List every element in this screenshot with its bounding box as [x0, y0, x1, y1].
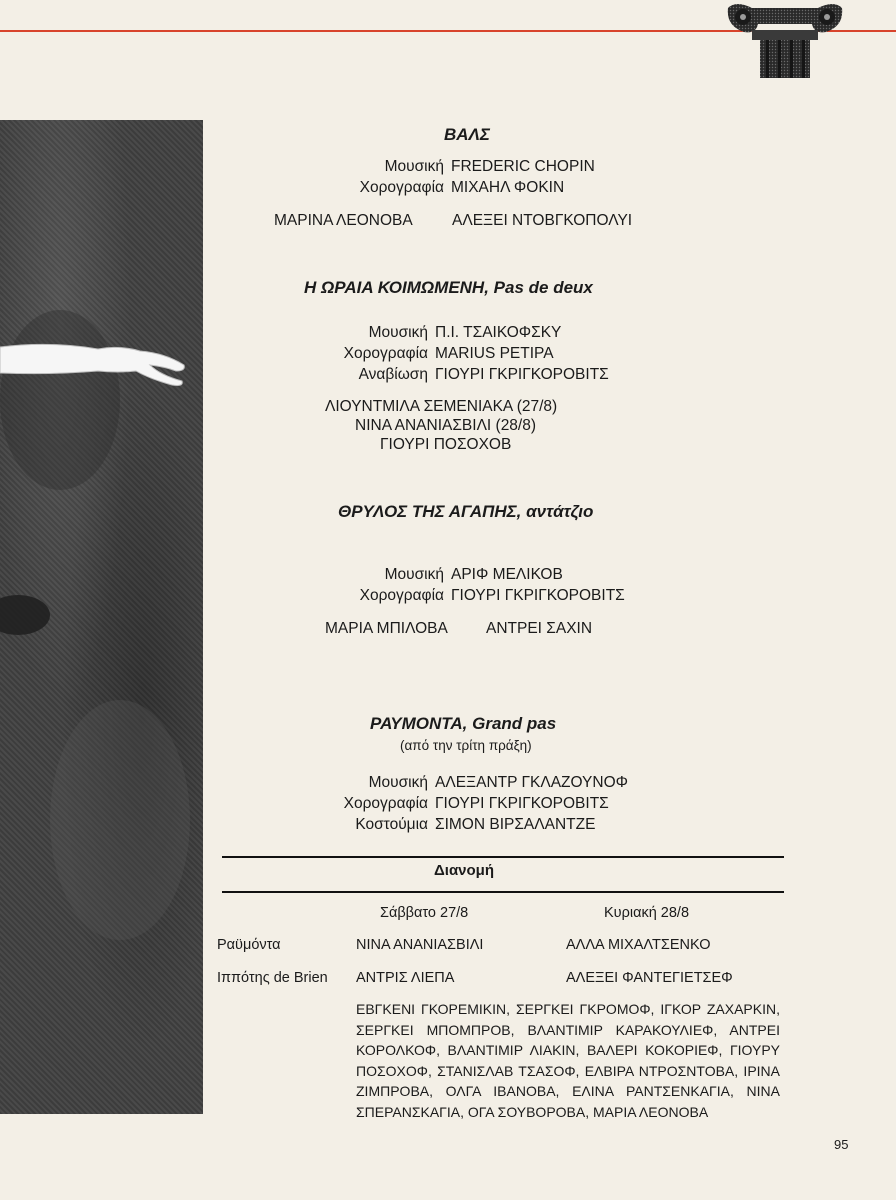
section-title-sleeping-beauty: Η ΩΡΑΙΑ ΚΟΙΜΩΜΕΝΗ, Pas de deux: [304, 278, 593, 297]
ensemble-list: ΕΒΓΚΕΝΙ ΓΚΟΡΕΜΙΚΙΝ, ΣΕΡΓΚΕΙ ΓΚΡΟΜΟΦ, ΙΓΚΟΡ ΖΑΧΑΡΚΙΝ, ΣΕΡΓΚΕΙ ΜΠΟΜΠΡΟΒ, ΒΛΑΝΤΙΜΙΡ ΚΑΡΑΚΟΥΛΙΕΦ, ΑΝΤΡΕΙ ΚΟΡΟΛΚΟΦ, ΒΛΑΝΤΙΜΙΡ ΛΙΑΚΙΝ, ΒΑΛΕΡΙ ΚΟΚΟΡΙΕΦ, ΓΙΟΥΡΥ ΠΟΣΟΧΟΦ, ΣΤΑΝΙΣΛΑΒ ΤΣΑΣΟΦ, ΕΛΒΙΡΑ ΝΤΡΟΣΝΤΟΒΑ, ΙΡΙΝΑ ΖΙΜΠΡΟΒΑ, ΟΛΓΑ ΙΒΑΝΟΒΑ, ΕΛΙΝΑ ΡΑΝΤΣΕΝΚΑΓΙΑ, ΝΙΝΑ ΣΠΕΡΑΝΣΚΑΓΙΑ, ΟΓΑ ΣΟΥΒΟΡΟΒΑ, ΜΑΡΙΑ ΛΕΟΝΟΒΑ: [356, 1001, 780, 1120]
credit-name: ΓΙΟΥΡΙ ΓΚΡΙΓΚΟΡΟΒΙΤΣ: [435, 795, 609, 812]
cast-top-rule: [222, 856, 784, 858]
dancer-name: ΛΙΟΥΝΤΜΙΛΑ ΣΕΜΕΝΙΑΚΑ (27/8): [325, 398, 558, 415]
credits-raymonda: [300, 772, 628, 835]
cast-sunday-dancer: ΑΛΕΞΕΙ ΦΑΝΤΕΓΙΕΤΣΕΦ: [566, 970, 733, 986]
ionic-capital-illustration: [726, 0, 844, 78]
cast-date-sunday: Κυριακή 28/8: [604, 905, 690, 921]
cast-bottom-rule: [222, 891, 784, 893]
dancer-name: ΜΑΡΙΑ ΜΠΙΛΟΒΑ: [325, 620, 448, 637]
dancer-arm: [0, 335, 190, 395]
section-title-legend-of-love: ΘΡΥΛΟΣ ΤΗΣ ΑΓΑΠΗΣ, αντάτζιο: [338, 502, 594, 521]
cast-role: Ιππότης de Brien: [217, 970, 328, 986]
credit-role: Χορογραφία: [343, 345, 428, 362]
credit-role: Αναβίωση: [358, 366, 428, 383]
credit-name: ΜΙΧΑΗΛ ΦΟΚΙΝ: [451, 179, 565, 196]
cast-saturday-dancer: ΝΙΝΑ ΑΝΑΝΙΑΣΒΙΛΙ: [356, 937, 484, 953]
credit-name: ΑΛΕΞΑΝΤΡ ΓΚΛΑΖΟΥΝΟΦ: [435, 774, 629, 791]
dancer-name: ΜΑΡΙΝΑ ΛΕΟΝΟΒΑ: [274, 212, 413, 229]
credit-name: MARIUS PETIPA: [435, 345, 554, 362]
credit-name: ΓΙΟΥΡΙ ΓΚΡΙΓΚΟΡΟΒΙΤΣ: [451, 587, 625, 604]
credit-name: FREDERIC CHOPIN: [451, 158, 595, 175]
credit-name: ΑΡΙΦ ΜΕΛΙΚΟΒ: [451, 566, 563, 583]
credit-role: Χορογραφία: [359, 587, 444, 604]
cast-role: Ραϋμόντα: [217, 937, 281, 953]
dancer-name: ΑΝΤΡΕΙ ΣΑΧΙΝ: [486, 620, 593, 637]
cast-title: Διανομή: [434, 862, 495, 879]
cast-saturday-dancer: ΑΝΤΡΙΣ ΛΙΕΠΑ: [356, 970, 455, 986]
cast-sunday-dancer: ΑΛΛΑ ΜΙΧΑΛΤΣΕΝΚΟ: [566, 937, 711, 953]
cast-date-saturday: Σάββατο 27/8: [380, 905, 469, 921]
credit-role: Χορογραφία: [343, 795, 428, 812]
credits-vals: [320, 156, 595, 198]
section-title-raymonda: ΡΑΥΜΟΝΤΑ, Grand pas: [370, 714, 557, 733]
credit-name: Π.Ι. ΤΣΑΙΚΟΦΣΚΥ: [435, 324, 562, 341]
credit-role: Χορογραφία: [359, 179, 444, 196]
credit-role: Κοστούμια: [355, 816, 428, 833]
credit-role: Μουσική: [384, 566, 444, 583]
dancer-name: ΑΛΕΞΕΙ ΝΤΟΒΓΚΟΠΟΛΥΙ: [452, 212, 633, 229]
page-number: 95: [834, 1137, 849, 1152]
credit-name: ΣΙΜΟΝ ΒΙΡΣΑΛΑΝΤΖΕ: [435, 816, 596, 833]
section-subtitle: (από την τρίτη πράξη): [400, 738, 532, 753]
credits-legend-of-love: [320, 564, 625, 606]
credits-sleeping-beauty: [300, 322, 609, 385]
dancer-photograph: [0, 120, 203, 1114]
credit-role: Μουσική: [368, 774, 428, 791]
credit-role: Μουσική: [384, 158, 444, 175]
credit-name: ΓΙΟΥΡΙ ΓΚΡΙΓΚΟΡΟΒΙΤΣ: [435, 366, 609, 383]
dancer-name: ΓΙΟΥΡΙ ΠΟΣΟΧΟΒ: [380, 436, 512, 453]
credit-role: Μουσική: [368, 324, 428, 341]
dancer-name: ΝΙΝΑ ΑΝΑΝΙΑΣΒΙΛΙ (28/8): [355, 417, 537, 434]
section-title-vals: ΒΑΛΣ: [444, 125, 490, 144]
